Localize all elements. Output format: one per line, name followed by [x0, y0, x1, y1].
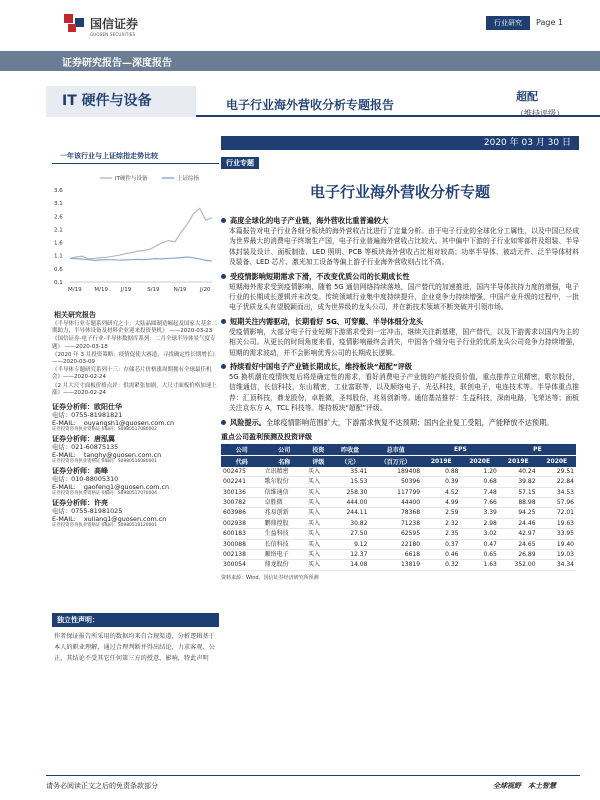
y-tick-label: 2.1: [54, 227, 63, 234]
table-cell: 1.20: [460, 467, 498, 477]
table-cell: 35.41: [331, 467, 370, 477]
table-cell: 39.82: [499, 477, 538, 487]
table-cell: 189408: [369, 467, 422, 477]
key-point-inline: 全球疫情影响范围扩大，下游需求恢复不达预期；国内企业复工受阻，产能释放不达预期。: [265, 417, 554, 427]
trend-chart: [52, 164, 219, 304]
logo-english: GUOSEN SECURITIES: [90, 32, 136, 37]
table-cell: 买入: [306, 467, 331, 477]
page-number: Page 1: [536, 18, 563, 27]
phone-number: 0755-81981821: [71, 411, 123, 420]
table-cell: 3.39: [460, 508, 498, 518]
table-cell: 顺络电子: [263, 549, 306, 559]
table-cell: 22.84: [538, 477, 576, 487]
table-cell: 244.11: [331, 508, 370, 518]
analyst-email-row: [52, 451, 219, 459]
y-tick-label: 3.6: [54, 188, 63, 194]
legend-label: IT硬件与设备: [115, 176, 148, 182]
table-subheader: （元）: [331, 455, 370, 467]
table-cell: 1.63: [460, 560, 498, 570]
table-cell: 44400: [369, 497, 422, 507]
related-report[interactable]: 《2020 年 3 月投资策略：疫情促使大赛道，寻找确定性长期增长》——2020-03-09: [52, 351, 218, 366]
table-row: [221, 477, 576, 487]
table-subheader: 名称: [263, 455, 306, 467]
analyst-role: 证券分析师：: [52, 467, 94, 476]
table-cell: 258.30: [331, 487, 370, 497]
key-point-body: 短期海外需求受到疫情影响，随着 5G 通信网络持续落地，国产替代的加速推进，国内半导体扶持力度的增强，电子行业的长期成长逻辑并未改变。传统领域行业集中度持续提升，企业竞争力持续增强，中国产业升级的过程中，一批电子优质龙头有望脱颖而出，成为世界级的龙头公司，并在新技术领域不断突破并引领市场。: [229, 282, 579, 312]
key-point-body: 5G 换机潮在疫情恢复后将是确定性的需求，看好消费电子产业链的产能投资价值，重点推荐立讯精密，歌尔股份，信维通信，长信科技，东山精密，工业富联等，以及顺络电子，光弘科技，联创电子，电连技术等。半导体重点推荐：汇顶科技，鼎龙股份，卓胜微，圣邦股份，兆易创新等。通信基站推荐：生益科技，深南电路，飞荣达等；面板关注京东方 A，TCL 科技等。维持板块“超配”评级。: [229, 373, 579, 413]
table-cell: 买入: [306, 560, 331, 570]
related-report[interactable]: 《2 月大尺寸面板价格点评：供需紧张加剧，大尺寸面板价格加速上涨》——2020-02-24: [52, 382, 217, 396]
y-tick-label: 1.1: [54, 253, 63, 260]
table-cell: 0.46: [422, 549, 460, 559]
table-row: [221, 497, 576, 507]
table-cell: 12.37: [331, 549, 370, 559]
table-cell: 34.34: [538, 560, 576, 570]
table-cell: 19.03: [538, 549, 576, 559]
analyst-card: [52, 435, 219, 465]
table-source: 资料来源：Wind、国信证券经济研究所预测: [221, 574, 319, 581]
related-report[interactable]: 《国信证券-电子行业-半导体数据库系列：二月全球半导体景气度专题》 ——2020-03-18: [52, 336, 216, 350]
table-row: [221, 539, 576, 549]
email-link[interactable]: ouyangsh1@guosen.com.cn: [83, 419, 175, 428]
table-cell: 鼎龙股份: [263, 560, 306, 570]
analyst-card: [52, 499, 219, 529]
analyst-cert: 证券投资咨询执业资格证书编码：S0980517080002: [52, 427, 157, 433]
table-header: 昨收盘: [331, 444, 370, 456]
table-row: [221, 487, 576, 497]
key-point-body: 受疫情影响，大部分电子行业短期下游需求受到一定冲击，继续关注新基建，国产替代，以及下游需求以国内为主的相关公司。从更长的时间角度来看，疫情影响最终会消失，中国各个细分电子行业的优质龙头公司竞争力持续增强，短期的需求波动，并不会影响优秀公司的长期成长逻辑。: [229, 327, 579, 357]
table-cell: 买入: [306, 508, 331, 518]
disclaimer-note: 请务必阅读正文之后的免责条款部分: [46, 782, 158, 790]
x-tick-label: S/19: [147, 287, 160, 293]
table-subheader: （百万元）: [369, 455, 422, 467]
y-tick-label: 0.6: [54, 266, 63, 273]
key-point-head: 持续看好中国电子产业链长期成长，维持板块“超配”评级: [230, 362, 412, 372]
y-tick-label: 3.1: [54, 201, 63, 208]
guosen-logo: [62, 12, 139, 37]
table-cell: 7.48: [460, 487, 498, 497]
analyst-role: 证券分析师：: [52, 435, 94, 444]
phone-label: 电话：: [52, 443, 72, 452]
table-cell: 300088: [221, 539, 263, 549]
table-cell: 2.98: [460, 518, 498, 528]
table-cell: 57.96: [538, 497, 576, 507]
table-header: PE: [499, 444, 576, 456]
table-cell: 0.88: [422, 467, 460, 477]
bullet-icon: [221, 319, 226, 324]
table-cell: 88.98: [499, 497, 538, 507]
report-type-band: [0, 51, 600, 71]
table-cell: 78368: [369, 508, 422, 518]
table-cell: 50396: [369, 477, 422, 487]
table-cell: 兆易创新: [263, 508, 306, 518]
table-cell: 歌尔股份: [263, 477, 306, 487]
table-cell: 13819: [369, 560, 422, 570]
bullet-icon: [221, 218, 226, 223]
table-cell: 0.65: [460, 549, 498, 559]
key-point-title: [230, 272, 410, 282]
table-cell: 4.52: [422, 487, 460, 497]
table-subheader: 2019E: [422, 455, 460, 467]
bullet-icon: [221, 420, 226, 425]
table-header: 总市值: [369, 444, 422, 456]
table-cell: 33.95: [538, 529, 576, 539]
table-cell: 19.40: [538, 539, 576, 549]
analyst-email-row: [52, 419, 219, 427]
bullet-icon: [221, 364, 226, 369]
table-row: [221, 518, 576, 528]
table-cell: 15.53: [331, 477, 370, 487]
key-point-title: [230, 418, 553, 428]
y-tick-label: 1.6: [54, 240, 63, 247]
key-point-title: [230, 362, 412, 372]
analyst-card: [52, 403, 219, 433]
key-point-title: [230, 216, 388, 226]
table-cell: 0.47: [460, 539, 498, 549]
table-cell: 0.37: [422, 539, 460, 549]
table-cell: 72.01: [538, 508, 576, 518]
series-line: [70, 208, 212, 259]
title-band: [46, 86, 600, 117]
key-point-heading: [221, 216, 579, 226]
table-cell: 24.65: [499, 539, 538, 549]
analyst-cert: 证券投资咨询执业资格证书编码：S0980518120001: [52, 523, 157, 529]
analyst-role: 证券分析师：: [52, 499, 94, 508]
table-cell: 30.82: [331, 518, 370, 528]
analyst-name-row: [52, 403, 219, 411]
key-point-heading: [221, 362, 579, 372]
analyst-name-row: [52, 467, 219, 475]
table-cell: 002138: [221, 549, 263, 559]
related-report[interactable]: 《半导体行业专题系列研究之十：大陆晶圆制造崛起及国家大基金二期助力，半导体设备及材料企业迎来投资契机》 ——2020-03-23: [52, 321, 218, 335]
phone-label: 电话：: [52, 411, 72, 420]
table-cell: 24.46: [499, 518, 538, 528]
email-label: E-MAIL:: [52, 419, 76, 428]
x-tick-label: J/19: [120, 287, 132, 293]
table-cell: 买入: [306, 549, 331, 559]
x-tick-label: N/19: [173, 287, 187, 293]
table-cell: 352.00: [499, 560, 538, 570]
analyst-email-row: [52, 515, 219, 523]
x-tick-label: M/19: [94, 287, 109, 293]
table-cell: 4.99: [422, 497, 460, 507]
key-point-head: 受疫情影响短期需求下滑，不改变优质公司的长期成长性: [230, 271, 410, 281]
key-point-heading: [221, 317, 579, 327]
report-type: 证券研究报告—深度报告: [62, 58, 172, 69]
table-cell: 29.51: [538, 467, 576, 477]
table-cell: 鹏鼎控股: [263, 518, 306, 528]
document-title: 电子行业海外营收分析专题报告: [226, 98, 395, 112]
key-point-title: [230, 317, 423, 327]
table-cell: 002475: [221, 467, 263, 477]
table-title: 重点公司盈利预测及投资评级: [221, 432, 312, 441]
analyst-name: 高峰: [94, 467, 108, 476]
table-cell: 买入: [306, 539, 331, 549]
legend-label: 上证综指: [177, 176, 200, 182]
table-subheader: 2019E: [499, 455, 538, 467]
table-cell: 买入: [306, 497, 331, 507]
bullet-icon: [221, 274, 226, 279]
table-cell: 117799: [369, 487, 422, 497]
table-cell: 40.24: [499, 467, 538, 477]
analyst-name: 许亮: [94, 499, 108, 508]
analyst-name: 欧阳仕华: [94, 403, 122, 412]
table-cell: 0.68: [460, 477, 498, 487]
independence-title: 独立性声明：: [52, 613, 219, 627]
table-subheader: 评级: [306, 455, 331, 467]
logo-text: 国信证券: [90, 16, 139, 31]
table-cell: 002938: [221, 518, 263, 528]
table-cell: 14.08: [331, 560, 370, 570]
chart-title: 一年该行业与上证综指走势比较: [52, 150, 219, 164]
analyst-list: [52, 403, 219, 529]
analyst-cert: 证券投资咨询执业资格证书编码：S0980517070004: [52, 491, 157, 497]
rating-note: （维持评级）: [516, 109, 564, 118]
related-title: 相关研究报告: [54, 311, 96, 319]
table-cell: 0.32: [422, 560, 460, 570]
industry-name: IT 硬件与设备: [46, 86, 196, 117]
table-cell: 信维通信: [263, 487, 306, 497]
key-point-body: 本篇报告对电子行业各细分板块的海外营收占比进行了定量分析。由于电子行业的全球化分工属性，以及中国已经成为世界最大的消费电子终端生产国，电子行业普遍海外营收占比较大。其中偏中下游的子行业如零部件及组装、半导体封装及设计、面板制造、LED 照明、PCB 等板块海外营收占比相对较高；功率半导体、被动元件、泛半导体材料及装备、LED 芯片、激光加工设备等偏上游子行业海外营收则占比不高。: [229, 227, 579, 267]
table-row: [221, 529, 576, 539]
email-link[interactable]: xuliang1@guosen.com.cn: [83, 515, 167, 524]
table-cell: 3.02: [460, 529, 498, 539]
table-cell: 26.89: [499, 549, 538, 559]
table-cell: 57.15: [499, 487, 538, 497]
table-header: 公司: [263, 444, 306, 456]
table-subheader: 代码: [221, 455, 263, 467]
table-cell: 19.63: [538, 518, 576, 528]
footer-divider: [46, 775, 580, 776]
table-cell: 买入: [306, 518, 331, 528]
email-link[interactable]: gaofeng1@guosen.com.cn: [83, 483, 170, 492]
table-cell: 买入: [306, 477, 331, 487]
table-cell: 0.39: [422, 477, 460, 487]
email-label: E-MAIL:: [52, 451, 76, 460]
table-subheader: 2020E: [460, 455, 498, 467]
table-cell: 2.35: [422, 529, 460, 539]
key-point-heading: [221, 418, 579, 428]
forecast-table: [221, 444, 576, 571]
table-header: 公司: [221, 444, 263, 456]
table-cell: 7.66: [460, 497, 498, 507]
table-cell: 62595: [369, 529, 422, 539]
table-subheader: 2020E: [538, 455, 576, 467]
analyst-name-row: [52, 435, 219, 443]
key-point-head: 风险提示。: [230, 417, 266, 427]
main-title: 电子行业海外营收分析专题: [309, 183, 490, 201]
y-tick-label: 2.6: [54, 214, 63, 221]
independence-text: 作者保证报告所采用的数据均来自合规渠道，分析逻辑基于本人的职业理解，通过合理判断并得出结论，力求客观、公正，其结论不受其它任何第三方的授意、影响，特此声明: [54, 633, 215, 662]
rating: 超配: [516, 90, 538, 103]
table-cell: 600183: [221, 529, 263, 539]
table-cell: 603986: [221, 508, 263, 518]
analyst-name-row: [52, 499, 219, 507]
main-content: [221, 150, 579, 581]
table-cell: 2.59: [422, 508, 460, 518]
analyst-phone-row: [52, 475, 219, 483]
table-cell: 6618: [369, 549, 422, 559]
y-tick-label: 0.1: [54, 280, 63, 286]
table-cell: 27.50: [331, 529, 370, 539]
analyst-name: 唐泓翼: [94, 435, 115, 444]
analyst-card: [52, 467, 219, 497]
email-label: E-MAIL:: [52, 515, 76, 524]
phone-number: 021-60875135: [71, 443, 119, 452]
logo-mark-icon: [62, 12, 86, 34]
table-cell: 22180: [369, 539, 422, 549]
table-cell: 300054: [221, 560, 263, 570]
table-cell: 444.00: [331, 497, 370, 507]
table-cell: 42.97: [499, 529, 538, 539]
analyst-cert: 证券投资咨询执业资格证书编码：S0980516080001: [52, 459, 157, 465]
table-cell: 71238: [369, 518, 422, 528]
table-row: [221, 467, 576, 477]
key-points: [221, 216, 579, 428]
table-cell: 买入: [306, 529, 331, 539]
table-cell: 2.32: [422, 518, 460, 528]
left-sidebar: [52, 150, 219, 529]
section-tag: 行业专题: [221, 157, 259, 169]
analyst-role: 证券分析师：: [52, 403, 94, 412]
header-category: 行业研究: [486, 16, 530, 30]
trend-chart-svg: [52, 164, 219, 304]
table-cell: 长信科技: [263, 539, 306, 549]
email-label: E-MAIL:: [52, 483, 76, 492]
table-cell: 94.25: [499, 508, 538, 518]
key-point-head: 短期关注内需驱动，长期看好 5G、可穿戴、半导体细分龙头: [230, 316, 424, 326]
table-cell: 300782: [221, 497, 263, 507]
analyst-email-row: [52, 483, 219, 491]
table-cell: 002241: [221, 477, 263, 487]
slogan: 全球视野 本土智慧: [493, 782, 556, 790]
table-row: [221, 560, 576, 570]
phone-number: 0755-81981025: [71, 507, 123, 516]
related-report[interactable]: 《半导体专题研究系列十三：存储芯片价格涨周期拥有全球最佳机会》——2020-02-24: [52, 367, 212, 381]
table-header: 投资: [306, 444, 331, 456]
table-cell: 9.12: [331, 539, 370, 549]
phone-number: 010-88005310: [71, 475, 119, 484]
related-list: [52, 321, 219, 397]
analyst-phone-row: [52, 507, 219, 515]
analyst-phone-row: [52, 443, 219, 451]
table-cell: 立讯精密: [263, 467, 306, 477]
x-tick-label: M/19: [68, 287, 82, 293]
key-point-head: 高度全球化的电子产业链，海外营收比重普遍较大: [230, 216, 389, 225]
table-cell: 卓胜微: [263, 497, 306, 507]
x-tick-label: J/20: [200, 287, 211, 293]
phone-label: 电话：: [52, 507, 72, 516]
table-cell: 34.53: [538, 487, 576, 497]
analyst-phone-row: [52, 411, 219, 419]
email-link[interactable]: tanghy@guosen.com.cn: [83, 451, 162, 460]
phone-label: 电话：: [52, 475, 72, 484]
independence-statement: [52, 613, 219, 668]
table-cell: 生益科技: [263, 529, 306, 539]
table-cell: 300136: [221, 487, 263, 497]
key-point-heading: [221, 272, 579, 282]
table-row: [221, 549, 576, 559]
table-header: EPS: [422, 444, 499, 456]
table-row: [221, 508, 576, 518]
report-date: 2020 年 03 月 30 日: [221, 136, 579, 150]
table-cell: 买入: [306, 487, 331, 497]
